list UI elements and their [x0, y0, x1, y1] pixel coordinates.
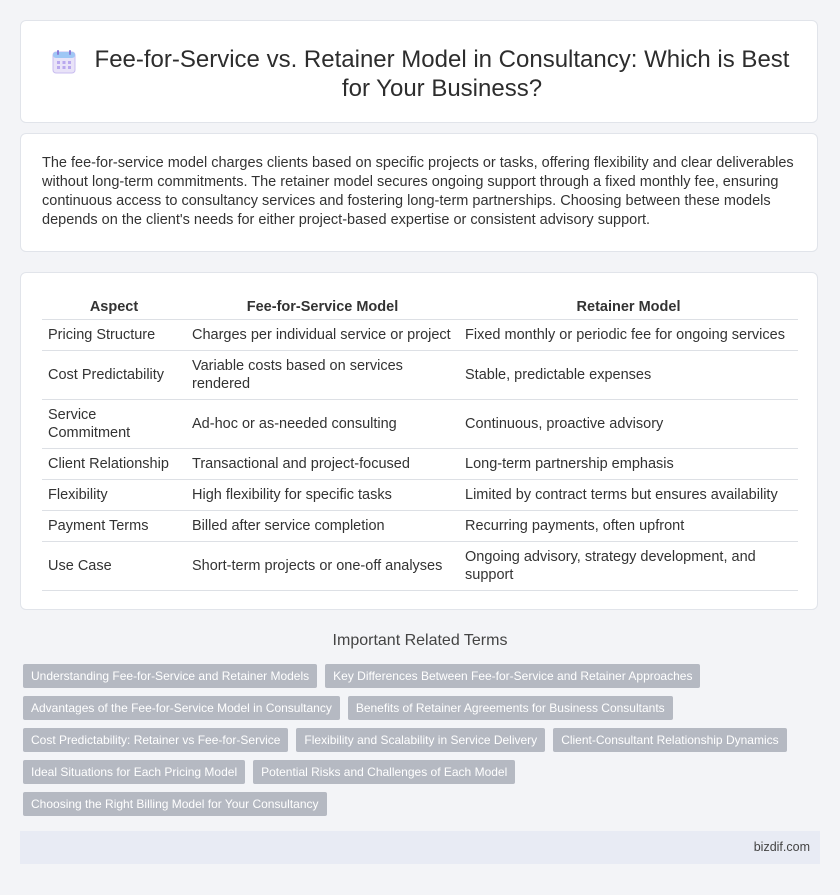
related-term-tag[interactable]: Flexibility and Scalability in Service Delivery — [296, 728, 545, 752]
related-term-tag[interactable]: Benefits of Retainer Agreements for Business Consultants — [348, 696, 673, 720]
cell-fee-for-service: High flexibility for specific tasks — [186, 480, 459, 511]
header-retainer: Retainer Model — [459, 295, 798, 320]
table-row — [42, 400, 798, 449]
cell-fee-for-service: Ad-hoc or as-needed consulting — [186, 400, 459, 449]
cell-retainer: Limited by contract terms but ensures availability — [459, 480, 798, 511]
cell-aspect: Pricing Structure — [42, 320, 186, 351]
page-title: Fee-for-Service vs. Retainer Model in Consultancy: Which is Best for Your Business? — [94, 46, 790, 102]
table-row — [42, 542, 798, 591]
cell-fee-for-service: Charges per individual service or project — [186, 320, 459, 351]
related-term-tag[interactable]: Cost Predictability: Retainer vs Fee-for-Service — [23, 728, 288, 752]
related-terms-title: Important Related Terms — [332, 632, 508, 649]
related-term-tag[interactable]: Potential Risks and Challenges of Each Model — [253, 760, 515, 784]
cell-retainer: Fixed monthly or periodic fee for ongoing services — [459, 320, 798, 351]
related-term-tag[interactable]: Advantages of the Fee-for-Service Model in Consultancy — [23, 696, 340, 720]
cell-aspect: Cost Predictability — [42, 351, 186, 400]
intro-paragraph: The fee-for-service model charges clients based on specific projects or tasks, offering flexibility and clear deliverables without long-term commitments. The retainer model secures ongoing support through a fixed monthly fee, ensuring continuous access to consultancy services and fostering long-term partnerships. Choosing between these models depends on the client's needs for either project-based expertise or consistent advisory support. — [42, 155, 794, 228]
cell-aspect: Payment Terms — [42, 511, 186, 542]
related-term-tag[interactable]: Choosing the Right Billing Model for Your Consultancy — [23, 792, 327, 816]
cell-retainer: Continuous, proactive advisory — [459, 400, 798, 449]
title-card — [20, 20, 818, 123]
calendar-icon — [51, 49, 77, 75]
table-row — [42, 511, 798, 542]
cell-aspect: Flexibility — [42, 480, 186, 511]
table-row — [42, 320, 798, 351]
cell-retainer: Recurring payments, often upfront — [459, 511, 798, 542]
footer — [20, 831, 820, 864]
cell-retainer: Stable, predictable expenses — [459, 351, 798, 400]
related-term-tag[interactable]: Understanding Fee-for-Service and Retainer Models — [23, 664, 317, 688]
header-aspect: Aspect — [42, 295, 186, 320]
cell-retainer: Ongoing advisory, strategy development, and support — [459, 542, 798, 591]
table-row — [42, 480, 798, 511]
table-row — [42, 449, 798, 480]
table-row — [42, 351, 798, 400]
comparison-table — [42, 295, 798, 591]
comparison-card — [20, 272, 818, 610]
cell-aspect: Service Commitment — [42, 400, 186, 449]
header-fee-for-service: Fee-for-Service Model — [186, 295, 459, 320]
cell-retainer: Long-term partnership emphasis — [459, 449, 798, 480]
cell-fee-for-service: Transactional and project-focused — [186, 449, 459, 480]
cell-fee-for-service: Billed after service completion — [186, 511, 459, 542]
related-term-tag[interactable]: Ideal Situations for Each Pricing Model — [23, 760, 245, 784]
related-terms-list — [23, 664, 813, 824]
related-term-tag[interactable]: Key Differences Between Fee-for-Service and Retainer Approaches — [325, 664, 700, 688]
cell-fee-for-service: Short-term projects or one-off analyses — [186, 542, 459, 591]
related-term-tag[interactable]: Client-Consultant Relationship Dynamics — [553, 728, 786, 752]
intro-card — [20, 133, 818, 252]
cell-aspect: Use Case — [42, 542, 186, 591]
table-header-row — [42, 295, 798, 320]
footer-site-link[interactable]: bizdif.com — [753, 840, 810, 854]
cell-fee-for-service: Variable costs based on services rendered — [186, 351, 459, 400]
cell-aspect: Client Relationship — [42, 449, 186, 480]
